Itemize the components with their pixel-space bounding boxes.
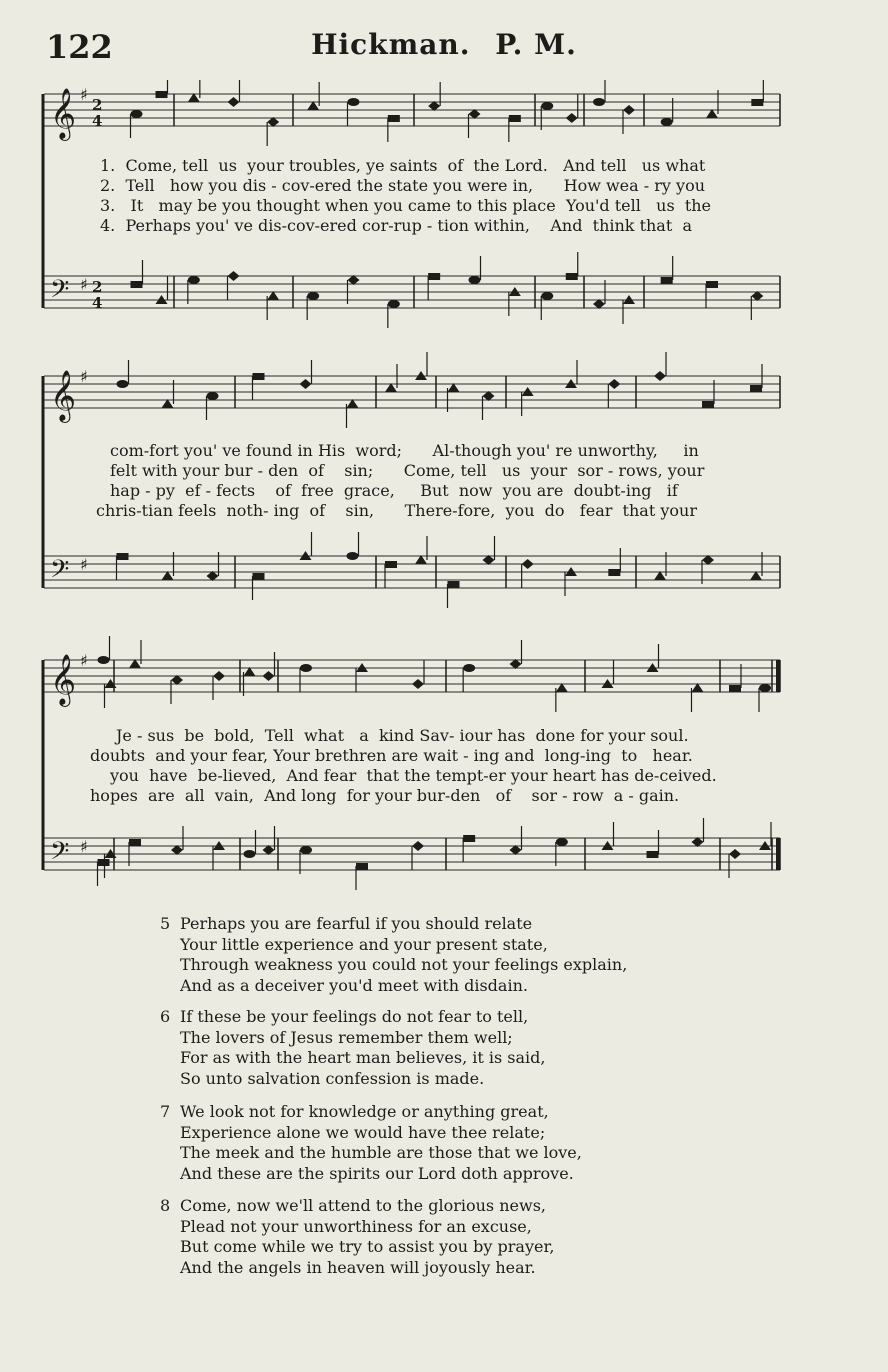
note-head [463, 835, 475, 842]
note-head [469, 276, 481, 284]
note-head [556, 838, 568, 846]
note-head [244, 850, 256, 858]
note-head [207, 392, 219, 400]
note-head [356, 863, 368, 870]
note-head [729, 685, 741, 692]
sharp-icon: ♯ [80, 367, 88, 386]
verse-line: The lovers of Jesus remember them well; [180, 1027, 513, 1047]
lyric-line: hopes are all vain, And long for your bur-den of sor - row a - gain. [90, 786, 680, 805]
verse-line: We look not for knowledge or anything great, [180, 1102, 549, 1121]
lyric-line: hap - py ef - fects of free grace, But now you are doubt-ing if [110, 481, 678, 500]
note-head [385, 561, 397, 568]
lyric-line: 3. It may be you thought when you came to this place You'd tell us the [100, 196, 712, 215]
verse-line: And as a deceiver you'd meet with disdain. [180, 975, 528, 995]
note-head [647, 851, 659, 858]
lyric-line: 1. Come, tell us your troubles, ye saints of the Lord. And tell us what [100, 156, 706, 175]
note-head [347, 552, 359, 560]
note-head [253, 373, 265, 380]
verse-line: If these be your feelings do not fear to tell, [180, 1007, 529, 1026]
verse-line: Your little experience and your present state, [180, 934, 548, 954]
note-head [412, 841, 424, 851]
note-head [509, 115, 521, 122]
sharp-icon: ♯ [80, 651, 88, 670]
note-head [566, 113, 578, 123]
lyric-line: com-fort you' ve found in His word; Al-though you' re unworthy, in [110, 441, 699, 460]
note-head [702, 401, 714, 408]
note-head [300, 664, 312, 672]
note-head [307, 292, 319, 300]
hymn-title [0, 28, 888, 61]
note-head [228, 271, 240, 281]
lyric-line: chris-tian feels noth- ing of sin, There-fore, you do fear that your [96, 501, 697, 520]
note-head [463, 664, 475, 672]
note-head [388, 300, 400, 308]
page-number: 122 [46, 28, 113, 66]
verse-line: Experience alone we would have thee relate; [180, 1122, 546, 1142]
note-head [593, 98, 605, 106]
tune-name: Hickman. [311, 28, 471, 61]
lyric-line: 4. Perhaps you' ve dis-cov-ered cor-rup - tion within, And think that a [100, 216, 692, 235]
note-head [661, 277, 673, 284]
note-head [412, 679, 424, 689]
verse-5 [160, 914, 627, 996]
verse-8 [160, 1196, 554, 1278]
time-signature-bottom: 4 [92, 294, 103, 312]
lyric-line: doubts and your fear, Your brethren are wait - ing and long-ing to hear. [90, 746, 693, 765]
note-head [300, 846, 312, 854]
bass-clef-icon: 𝄢 [50, 275, 70, 310]
sharp-icon: ♯ [80, 275, 88, 294]
verse-line: Through weakness you could not your feelings explain, [180, 955, 628, 974]
bass-clef-icon: 𝄢 [50, 837, 70, 872]
note-head [759, 684, 771, 692]
sharp-icon: ♯ [80, 555, 88, 574]
lyric-line: felt with your bur - den of sin; Come, tell us your sor - rows, your [110, 461, 705, 480]
note-head [566, 273, 578, 280]
note-head [117, 553, 129, 560]
lyric-line: 2. Tell how you dis - cov-ered the state you were in, How wea - ry you [100, 176, 706, 195]
verse-line: And these are the spirits our Lord doth approve. [180, 1163, 574, 1183]
verse-line: Plead not your unworthiness for an excuse, [180, 1216, 532, 1236]
note-head [131, 281, 143, 288]
note-head [661, 118, 673, 126]
time-signature-top: 2 [92, 278, 103, 296]
treble-clef-icon: 𝄞 [50, 370, 77, 421]
note-head [129, 839, 141, 846]
treble-clef-icon: 𝄞 [50, 654, 77, 705]
verse-line: And the angels in heaven will joyously hear. [180, 1257, 536, 1277]
verse-line: For as with the heart man believes, it is said, [180, 1048, 546, 1067]
note-head [117, 380, 129, 388]
note-head [750, 385, 762, 392]
note-head [541, 102, 553, 110]
bass-clef-icon: 𝄢 [50, 555, 70, 590]
sharp-icon: ♯ [80, 837, 88, 856]
note-head [623, 105, 635, 115]
note-head [188, 276, 200, 284]
note-head [98, 859, 110, 866]
note-head [131, 110, 143, 118]
note-head [448, 581, 460, 588]
lyric-line: you have be-lieved, And fear that the tempt-er your heart has de-ceived. [110, 766, 717, 785]
note-head [428, 273, 440, 280]
meter: P. M. [495, 28, 577, 61]
verse-line: The meek and the humble are those that we love, [180, 1143, 582, 1162]
note-head [522, 559, 534, 569]
note-head [654, 371, 666, 381]
note-head [300, 379, 312, 389]
note-head [706, 281, 718, 288]
verse-line: But come while we try to assist you by prayer, [180, 1237, 555, 1256]
note-head [388, 115, 400, 122]
verse-6 [160, 1007, 545, 1089]
note-head [98, 656, 110, 664]
note-head [608, 569, 620, 576]
treble-clef-icon: 𝄞 [50, 88, 77, 139]
note-head [253, 573, 265, 580]
note-head [608, 379, 620, 389]
verse-number: 7 [160, 1102, 171, 1121]
note-head [263, 671, 275, 681]
verse-line: So unto salvation confession is made. [180, 1068, 485, 1088]
sharp-icon: ♯ [80, 85, 88, 104]
verse-number: 5 [160, 914, 171, 933]
note-head [228, 97, 240, 107]
time-signature-bottom: 4 [92, 112, 103, 130]
note-head [213, 671, 225, 681]
lyric-line: Je - sus be bold, Tell what a kind Sav- iour has done for your soul. [116, 726, 689, 745]
note-head [156, 91, 168, 98]
note-head [348, 98, 360, 106]
verse-number: 6 [160, 1007, 171, 1026]
verse-7 [160, 1102, 582, 1184]
verse-line: Come, now we'll attend to the glorious news, [180, 1196, 546, 1215]
time-signature-top: 2 [92, 96, 103, 114]
note-head [751, 99, 763, 106]
note-head [729, 849, 741, 859]
verse-number: 8 [160, 1196, 171, 1215]
verse-line: Perhaps you are fearful if you should relate [180, 914, 533, 933]
note-head [541, 292, 553, 300]
